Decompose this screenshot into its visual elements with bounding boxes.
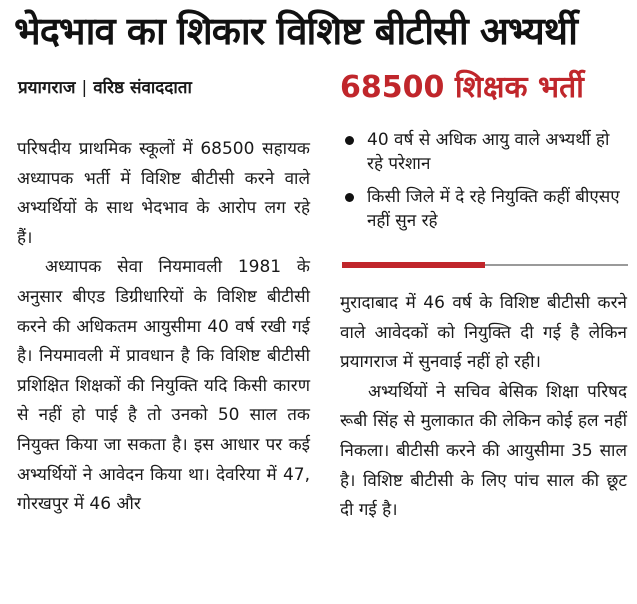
article-paragraph: अध्यापक सेवा नियमावली 1981 के अनुसार बीएड डिग्रीधारियों के विशिष्ट बीटीसी करने की अधिकतम आयुसीमा 40 वर्ष रखी गई है। नियमावली में प्रावधान है कि विशिष्ट बीटीसी प्रशिक्षित शिक्षकों की नियुक्ति यदि किसी कारण से नहीं हो पाई है तो उनको 50 साल तक नियुक्त किया जा सकता है। इस आधार पर कई अभ्यर्थियों ने आवेदन किया था। देवरिया में 47, गोरखपुर में 46 और bbox=[17, 257, 310, 515]
article-paragraph: परिषदीय प्राथमिक स्कूलों में 68500 सहायक अध्यापक भर्ती में विशिष्ट बीटीसी करने वाले अभ्यर्थियों के साथ भेदभाव के आरोप लग रहे हैं। bbox=[17, 139, 310, 248]
section-divider bbox=[485, 264, 628, 266]
article-column-left bbox=[17, 135, 310, 520]
headline: भेदभाव का शिकार विशिष्ट बीटीसी अभ्यर्थी bbox=[14, 9, 577, 53]
byline-separator: | bbox=[81, 78, 88, 98]
highlights-list bbox=[343, 128, 628, 242]
bullet-icon bbox=[345, 193, 354, 202]
article-paragraph: मुरादाबाद में 46 वर्ष के विशिष्ट बीटीसी करने वाले आवेदकों को नियुक्ति दी गई है लेकिन प्रयागराज में सुनवाई नहीं हो रही। bbox=[340, 293, 627, 373]
highlight-item bbox=[343, 185, 628, 233]
section-divider-accent bbox=[342, 262, 485, 268]
bullet-icon bbox=[345, 136, 354, 145]
section-tag: 68500 शिक्षक भर्ती bbox=[340, 70, 584, 105]
byline bbox=[18, 76, 192, 100]
highlight-text: किसी जिले में दे रहे नियुक्ति कहीं बीएसए नहीं सुन रहे bbox=[367, 187, 620, 231]
highlight-item bbox=[343, 128, 628, 176]
article-paragraph: अभ्यर्थियों ने सचिव बेसिक शिक्षा परिषद रूबी सिंह से मुलाकात की लेकिन कोई हल नहीं निकला। बीटीसी करने की आयुसीमा 35 साल है। विशिष्ट बीटीसी के लिए पांच साल की छूट दी गई है। bbox=[340, 381, 627, 521]
byline-place: प्रयागराज bbox=[18, 78, 76, 98]
byline-reporter: वरिष्ठ संवाददाता bbox=[93, 78, 192, 98]
article-column-right bbox=[340, 289, 627, 526]
highlight-text: 40 वर्ष से अधिक आयु वाले अभ्यर्थी हो रहे परेशान bbox=[367, 130, 610, 174]
